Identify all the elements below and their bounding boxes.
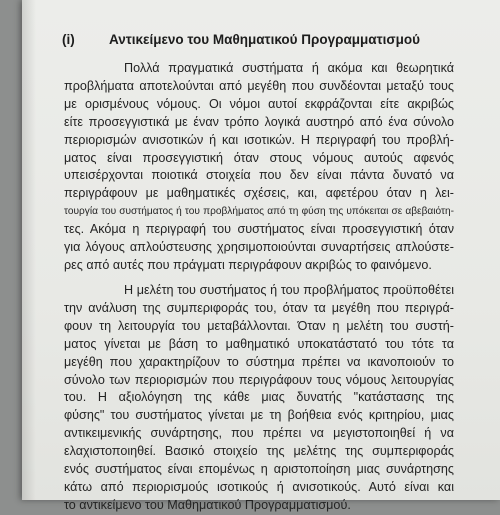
text-line: τουργία του συστήματος ή του προβλήματος από τη φύση της υπόκειται σε αβεβαιότη- (64, 206, 454, 218)
section-title: Αντικείμενο του Μαθηματικού Προγραμματισμού (109, 32, 420, 47)
text-line: περιγράφουν με μαθηματικές σχέσεις, και, αφετέρου όταν η λει- (64, 186, 454, 201)
text-line: την ανάλυση της συμπεριφοράς του, όταν τα μεγέθη που περιγρά- (64, 300, 454, 315)
text-line: τες. Ακόμα η περιγραφή του συστήματος είναι προσεγγιστική όταν (64, 222, 454, 237)
text-line: υπεισέρχονται ποιοτικά στοιχεία που δεν είναι πάντα δυνατό να (64, 168, 454, 183)
text-line: φουν τη λειτουργία του μεταβάλλονται. Όταν η μελέτη του συστή- (64, 318, 454, 333)
text-line: ρες από αυτές που πράγματι περιγράφουν ακριβώς το φαινόμενο. (64, 257, 432, 272)
text-line: το αντικείμενο του Μαθηματικού Προγραμματισμού. (64, 497, 351, 512)
text-line: είτε προσεγγιστικά με έναν τρόπο λογικά αυστηρό από ένα σύνολο (64, 114, 454, 129)
text-line: κάτω από περιορισμούς ισοτικούς ή ανισοτικούς. Αυτό είναι και (64, 479, 454, 494)
text-line: αντικειμενικής συνάρτησης, που πρέπει να μεγιστοποιηθεί ή να (64, 426, 454, 441)
text-line: προβλήματα αποτελούνται από μεγέθη που συνδέονται μεταξύ τους (64, 78, 454, 93)
text-line: ματος γίνεται με βάση το μαθηματικό υποκατάστατό του τότε τα (64, 336, 454, 351)
text-line: ελαχιστοποιηθεί. Βασικό στοιχείο της μελέτης της συμπεριφοράς (64, 444, 454, 459)
document-page (22, 0, 500, 512)
text-line: σύνολο των περιορισμών που περιγράφουν τους νόμους λειτουργίας (64, 372, 454, 387)
text-line: περιορισμών ανισοτικών ή και ισοτικών. Η περιγραφή του προβλή- (64, 132, 454, 147)
text-line: για λόγους απλούστευσης χρησιμοποιούνται συναρτήσεις απλούστε- (64, 240, 454, 255)
paragraph-2 (64, 282, 454, 515)
section-heading (62, 32, 420, 47)
text-line: φύσης" του συστήματος γίνεται με τη βοήθεια ενός κριτηρίου, μιας (64, 408, 454, 423)
text-line: του. Η αξιολόγηση της κάθε μιας δυνατής "κατάστασης της (64, 390, 454, 405)
text-line: μεγέθη που χαρακτηρίζουν το σύστημα πρέπει να ικανοποιούν το (64, 354, 454, 369)
paragraph-1 (64, 60, 454, 275)
text-line: ενός συστήματος είναι επομένως η αριστοποίηση μιας συνάρτησης (64, 462, 454, 477)
section-number: (i) (62, 32, 75, 47)
text-line: Πολλά πραγματικά συστήματα ή ακόμα και θεωρητικά (124, 61, 454, 75)
text-line: ματος είναι προσεγγιστική όταν στους νόμους αυτούς αφενός (64, 150, 454, 165)
text-line: με ορισμένους νόμους. Οι νόμοι αυτοί εκφράζονται είτε ακριβώς (64, 96, 454, 111)
text-line: Η μελέτη του συστήματος ή του προβλήματος προϋποθέτει (124, 283, 454, 297)
